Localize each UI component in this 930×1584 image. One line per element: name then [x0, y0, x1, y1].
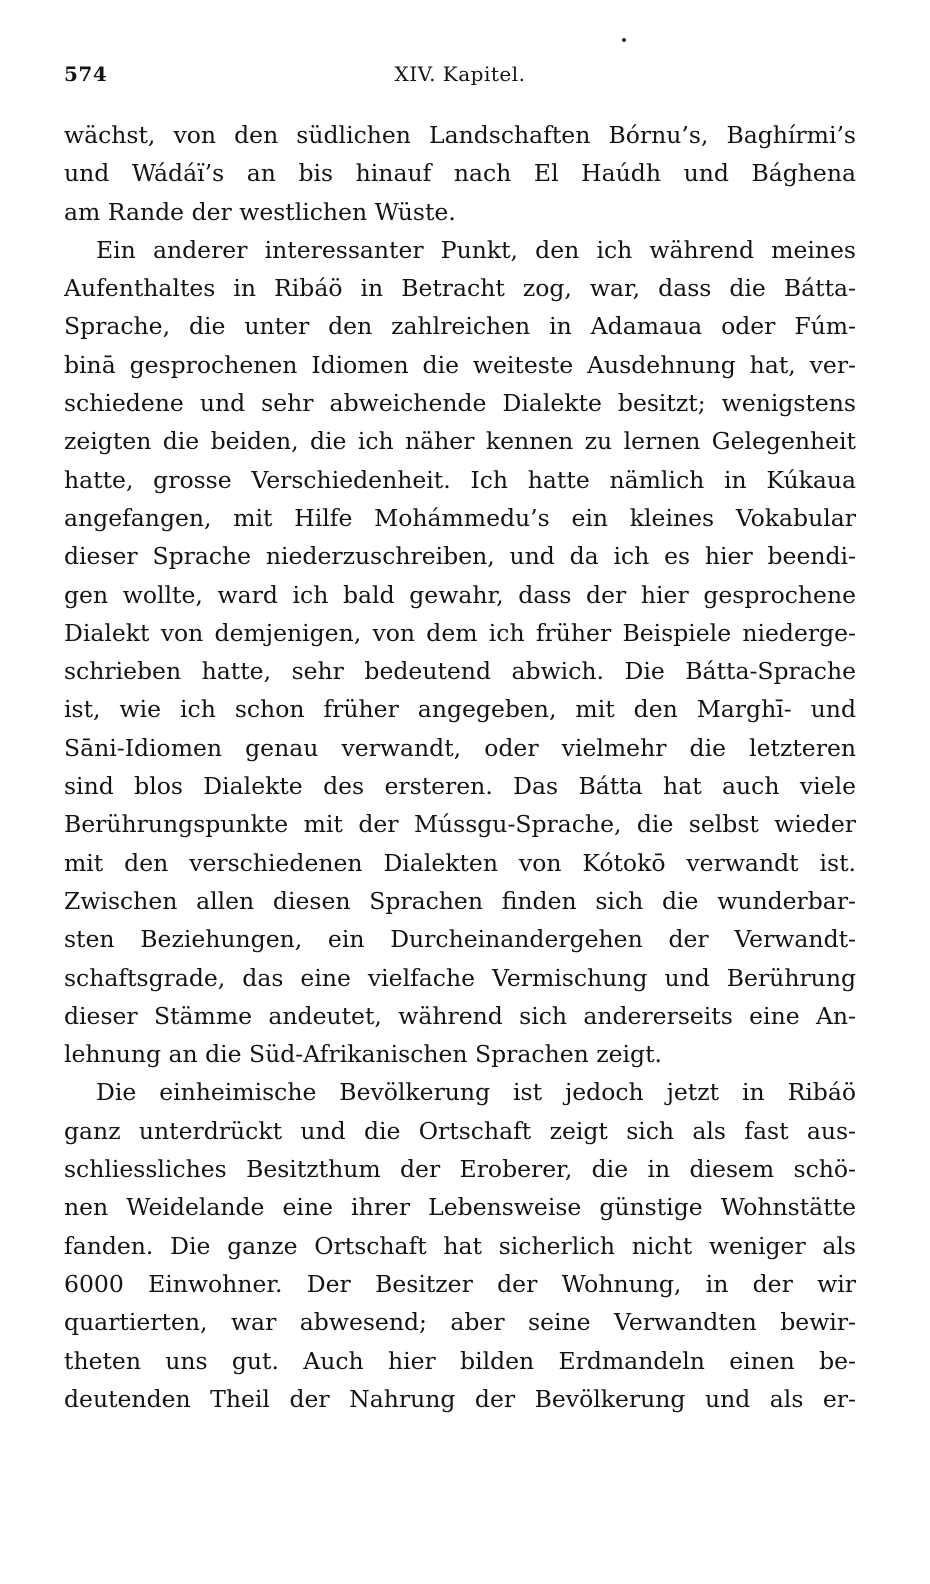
text-line: schaftsgrade, das eine vielfache Vermischung und Berührung [64, 963, 856, 992]
text-line: angefangen, mit Hilfe Mohámmedu’s ein kleines Vokabular [64, 503, 856, 532]
text-line: 6000 Einwohner. Der Besitzer der Wohnung, in der wir [64, 1269, 856, 1298]
text-line: wächst, von den südlichen Landschaften Bórnu’s, Baghírmi’s [64, 121, 856, 149]
text-line: am Rande der westlichen Wüste. [64, 197, 456, 226]
text-line: Ein anderer interessanter Punkt, den ich während meines [96, 235, 856, 264]
body-text [64, 116, 856, 1418]
page-header [64, 62, 856, 92]
text-line: sten Beziehungen, ein Durcheinandergehen der Verwandt- [64, 925, 856, 954]
text-line: mit den verschiedenen Dialekten von Kótokō verwandt ist. [64, 848, 856, 877]
running-title: XIV. Kapitel. [394, 62, 526, 86]
text-line: dieser Stämme andeutet, während sich andererseits eine An- [64, 1001, 856, 1030]
text-line: gen wollte, ward ich bald gewahr, dass der hier gesprochene [64, 580, 856, 609]
text-line: nen Weidelande eine ihrer Lebensweise günstige Wohnstätte [64, 1193, 856, 1222]
text-line: Dialekt von demjenigen, von dem ich früher Beispiele niederge- [64, 618, 856, 647]
paragraph [64, 116, 856, 231]
text-line: Sāni-Idiomen genau verwandt, oder vielmehr die letzteren [64, 733, 856, 762]
text-line: sind blos Dialekte des ersteren. Das Bátta hat auch viele [64, 772, 856, 801]
text-line: hatte, grosse Verschiedenheit. Ich hatte nämlich in Kúkaua [64, 465, 856, 494]
text-line: Die einheimische Bevölkerung ist jedoch jetzt in Ribáö [96, 1078, 856, 1107]
text-line: deutenden Theil der Nahrung der Bevölkerung und als er- [64, 1384, 856, 1413]
text-line: zeigten die beiden, die ich näher kennen zu lernen Gelegenheit [64, 427, 856, 456]
page-number: 574 [64, 62, 108, 86]
paragraph [64, 1073, 856, 1418]
text-line: Aufenthaltes in Ribáö in Betracht zog, war, dass die Bátta- [64, 274, 856, 303]
text-line: dieser Sprache niederzuschreiben, und da ich es hier beendi- [64, 542, 856, 571]
text-line: Zwischen allen diesen Sprachen finden sich die wunderbar- [64, 886, 856, 915]
print-speck [622, 38, 626, 42]
text-line: schrieben hatte, sehr bedeutend abwich. Die Bátta-Sprache [64, 657, 856, 686]
text-line: schliessliches Besitzthum der Eroberer, die in diesem schö- [64, 1155, 856, 1184]
text-line: schiedene und sehr abweichende Dialekte besitzt; wenigstens [64, 389, 856, 418]
text-line: binā gesprochenen Idiomen die weiteste Ausdehnung hat, ver- [64, 350, 856, 379]
text-line: fanden. Die ganze Ortschaft hat sicherlich nicht weniger als [64, 1231, 856, 1260]
text-line: theten uns gut. Auch hier bilden Erdmandeln einen be- [64, 1346, 856, 1375]
text-line: ist, wie ich schon früher angegeben, mit den Marghī- und [64, 695, 856, 724]
text-line: quartierten, war abwesend; aber seine Verwandten bewir- [64, 1308, 856, 1337]
text-line: ganz unterdrückt und die Ortschaft zeigt sich als fast aus- [64, 1116, 856, 1145]
text-line: Berührungspunkte mit der Mússgu-Sprache, die selbst wieder [64, 810, 856, 839]
text-line: Sprache, die unter den zahlreichen in Adamaua oder Fúm- [64, 312, 856, 341]
paragraph [64, 231, 856, 1074]
text-line: lehnung an die Süd-Afrikanischen Sprachen zeigt. [64, 1040, 662, 1069]
text-line: und Wádáï’s an bis hinauf nach El Haúdh und Bághena [64, 159, 856, 188]
